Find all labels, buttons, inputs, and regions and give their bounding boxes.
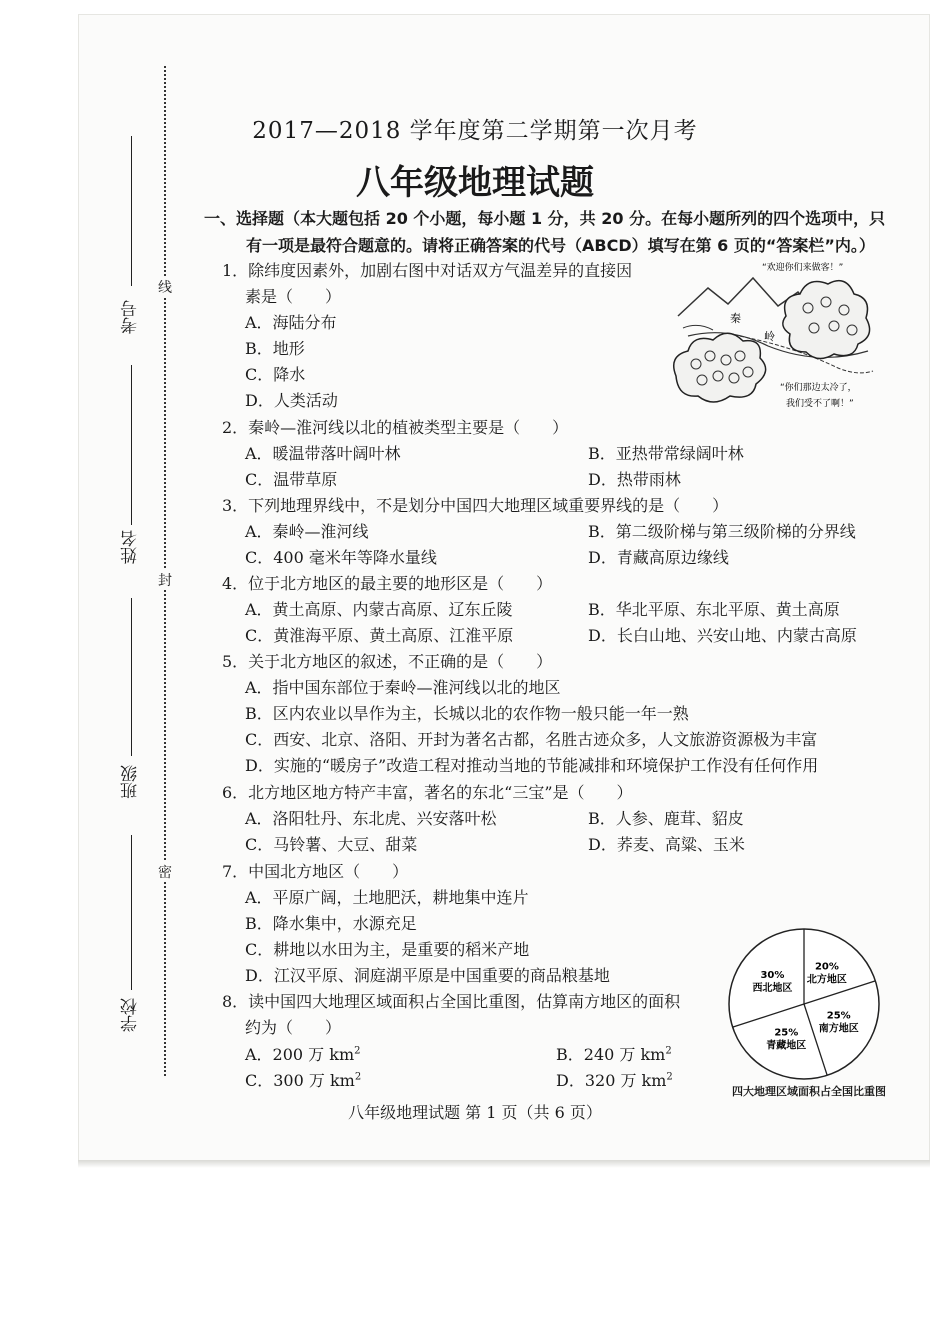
q8-option-d — [556, 1068, 673, 1091]
q6-option-a: A．洛阳牡丹、东北虎、兴安落叶松 — [245, 809, 497, 828]
section-line-2: 有一项是最符合题意的。请将正确答案的代号（ABCD）填写在第 6 页的“答案栏”内。） — [246, 236, 875, 255]
q2-option-c: C．温带草原 — [245, 470, 338, 489]
north-cloud — [674, 333, 766, 402]
q6-stem: 6．北方地区地方特产丰富，著名的东北“三宝”是（ ） — [222, 783, 633, 802]
q4-option-c: C．黄淮海平原、黄土高原、江淮平原 — [245, 626, 514, 645]
q2-stem: 2．秦岭—淮河线以北的植被类型主要是（ ） — [222, 418, 569, 437]
seal-char-xian: 线 — [158, 277, 172, 297]
q3-option-a: A．秦岭—淮河线 — [245, 522, 369, 541]
q3-option-c: C．400 毫米年等降水量线 — [245, 548, 437, 567]
speech-bottom-1: “你们那边太冷了， — [780, 383, 857, 393]
q8-stem-line1: 8．读中国四大地理区域面积占全国比重图，估算南方地区的面积 — [222, 992, 681, 1011]
q8-option-d-sup: 2 — [666, 1071, 673, 1083]
q1-option-a: A．海陆分布 — [245, 313, 337, 332]
q3-option-d: D．青藏高原边缘线 — [588, 548, 729, 567]
q5-option-c: C．西安、北京、洛阳、开封为著名古都，名胜古迹众多，人文旅游资源极为丰富 — [245, 730, 818, 749]
q8-option-c-sup: 2 — [354, 1071, 362, 1083]
exam-subtitle: 八年级地理试题 — [356, 163, 594, 203]
pie-slice-name: 西北地区 — [752, 983, 793, 995]
q4-option-d: D．长白山地、兴安山地、内蒙古高原 — [588, 626, 857, 645]
q8-option-a — [245, 1042, 361, 1065]
q7-option-a: A．平原广阔，土地肥沃，耕地集中连片 — [245, 888, 529, 907]
q1-stem-line2: 素是（ ） — [245, 287, 342, 306]
speech-top: “欢迎你们来做客！” — [762, 263, 844, 273]
exam-title: 2017—2018 学年度第二学期第一次月考 — [252, 118, 698, 144]
q8-option-a-sup: 2 — [354, 1045, 361, 1057]
qinling-cartoon — [668, 256, 880, 416]
q1-option-c: C．降水 — [245, 365, 306, 384]
q6-option-d: D．荞麦、高粱、玉米 — [588, 835, 745, 854]
pie-slice-percent: 20% — [814, 961, 839, 973]
seal-char-mi: 密 — [158, 862, 172, 882]
mountain-label-ling: 岭 — [764, 330, 775, 343]
school-line — [131, 835, 132, 990]
q7-option-d: D．江汉平原、洞庭湖平原是中国重要的商品粮基地 — [245, 966, 610, 985]
pie-slice-percent: 25% — [774, 1027, 799, 1039]
name-label: 姓名 — [121, 530, 141, 564]
q8-option-d-text: D．320 万 km — [556, 1071, 667, 1090]
q2-option-b: B．亚热带常绿阔叶林 — [588, 444, 744, 463]
seal-char-feng: 封 — [158, 570, 172, 590]
name-line — [131, 365, 132, 525]
pie-chart-title: 四大地理区域面积占全国比重图 — [732, 1085, 886, 1098]
q7-option-c: C．耕地以水田为主，是重要的稻米产地 — [245, 940, 530, 959]
q7-stem: 7．中国北方地区（ ） — [222, 862, 409, 881]
q5-option-d: D．实施的“暖房子”改造工程对推动当地的节能减排和环境保护工作没有任何作用 — [245, 756, 819, 775]
q2-option-a: A．暖温带落叶阔叶林 — [245, 444, 401, 463]
q3-option-b: B．第二级阶梯与第三级阶梯的分界线 — [588, 522, 856, 541]
q4-option-b: B．华北平原、东北平原、黄土高原 — [588, 600, 840, 619]
section-instructions — [204, 205, 904, 259]
q1-stem-line1: 1．除纬度因素外，加剧右图中对话双方气温差异的直接因 — [222, 261, 633, 280]
q8-stem-line2: 约为（ ） — [245, 1018, 342, 1037]
q2-option-d: D．热带雨林 — [588, 470, 681, 489]
q5-option-b: B．区内农业以旱作为主，长城以北的农作物一般只能一年一熟 — [245, 704, 689, 723]
sheet-edge — [78, 1160, 930, 1168]
speech-bottom-2: 我们受不了啊！” — [786, 399, 854, 409]
q6-option-c: C．马铃薯、大豆、甜菜 — [245, 835, 418, 854]
q8-option-c-text: C．300 万 km — [245, 1071, 355, 1090]
q8-option-a-text: A．200 万 km — [245, 1045, 355, 1064]
q6-option-b: B．人参、鹿茸、貂皮 — [588, 809, 744, 828]
pie-slice-name: 青藏地区 — [766, 1040, 807, 1052]
q8-option-b-sup: 2 — [665, 1045, 672, 1057]
pie-slice-name: 南方地区 — [818, 1023, 859, 1035]
q8-option-b — [556, 1042, 672, 1065]
area-pie-chart — [724, 924, 884, 1084]
school-label: 学校 — [121, 998, 141, 1032]
mountain-label-qin: 秦 — [730, 312, 741, 325]
section-line-1: 一、选择题（本大题包括 20 个小题，每小题 1 分，共 20 分。在每小题所列的四个选项中，只 — [204, 209, 886, 228]
page-footer: 八年级地理试题 第 1 页（共 6 页） — [348, 1103, 602, 1122]
q8-option-c — [245, 1068, 361, 1091]
q3-stem: 3．下列地理界线中，不是划分中国四大地理区域重要界线的是（ ） — [222, 496, 729, 515]
pie-slice-percent: 25% — [826, 1010, 851, 1022]
pie-slice-percent: 30% — [760, 970, 785, 982]
q8-option-b-text: B．240 万 km — [556, 1045, 666, 1064]
q5-stem: 5．关于北方地区的叙述，不正确的是（ ） — [222, 652, 553, 671]
q5-option-a: A．指中国东部位于秦岭—淮河线以北的地区 — [245, 678, 561, 697]
class-line — [131, 598, 132, 756]
q4-option-a: A．黄土高原、内蒙古高原、辽东丘陵 — [245, 600, 513, 619]
q4-stem: 4．位于北方地区的最主要的地形区是（ ） — [222, 574, 553, 593]
south-cloud — [783, 281, 870, 359]
q1-option-d: D．人类活动 — [245, 391, 338, 410]
q1-option-b: B．地形 — [245, 339, 305, 358]
q7-option-b: B．降水集中，水源充足 — [245, 914, 417, 933]
class-label: 班级 — [121, 765, 141, 799]
exam-no-label: 考号 — [121, 300, 141, 334]
pie-slice-name: 北方地区 — [806, 974, 847, 986]
